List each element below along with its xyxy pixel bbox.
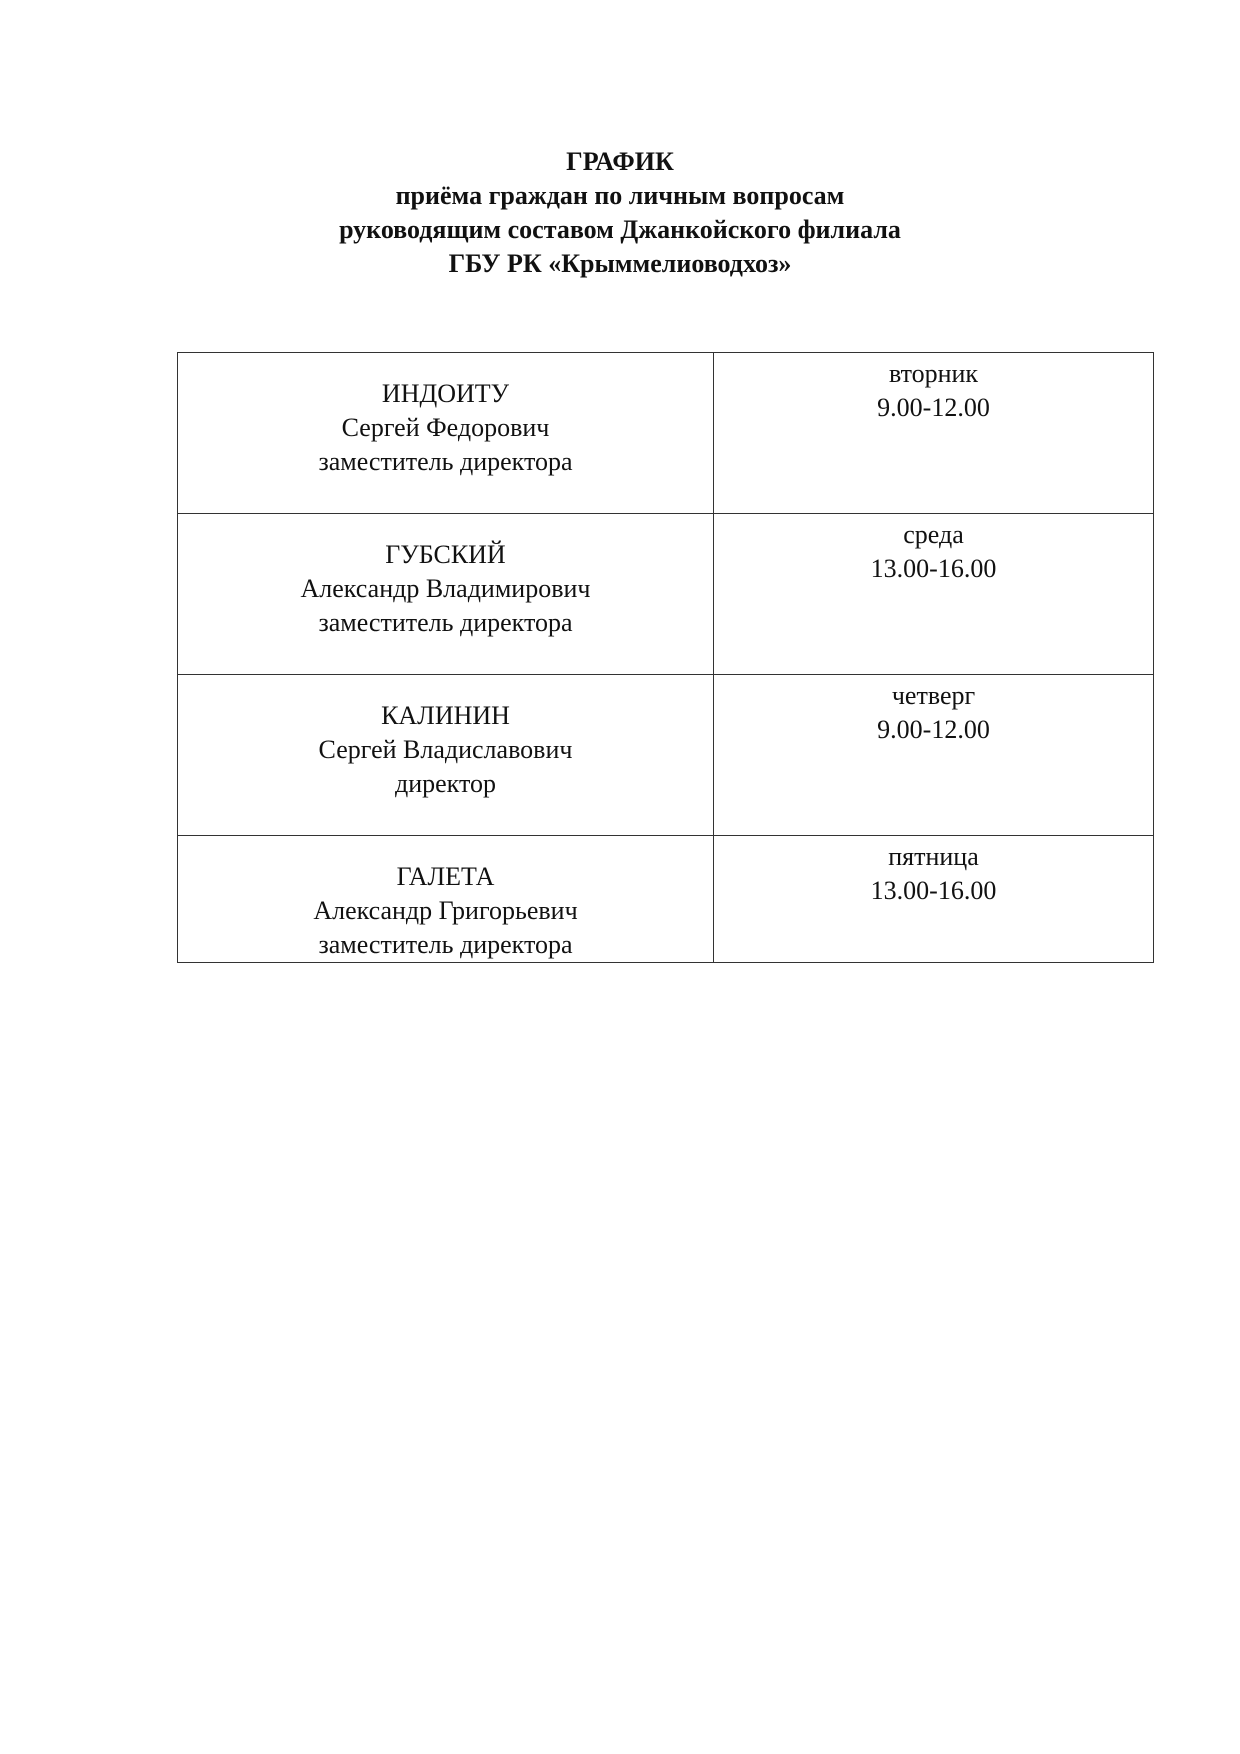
reception-time-cell <box>714 836 1154 963</box>
official-surname: КАЛИНИН <box>381 701 510 730</box>
table-row <box>178 514 1154 675</box>
official-name: Александр Владимирович <box>300 574 591 603</box>
table-row <box>178 353 1154 514</box>
table-row <box>178 675 1154 836</box>
reception-hours: 9.00-12.00 <box>877 715 990 744</box>
reception-hours: 13.00-16.00 <box>870 876 997 905</box>
reception-time-cell <box>714 675 1154 836</box>
official-cell <box>178 514 714 675</box>
official-position: заместитель директора <box>318 447 573 476</box>
reception-time-cell <box>714 514 1154 675</box>
official-cell <box>178 675 714 836</box>
reception-schedule-table <box>177 352 1154 963</box>
official-surname: ИНДОИТУ <box>381 379 510 408</box>
document-header <box>0 145 1240 281</box>
reception-day: среда <box>903 520 964 549</box>
header-title: ГРАФИК <box>566 147 674 176</box>
official-name: Сергей Федорович <box>341 413 550 442</box>
table-row <box>178 836 1154 963</box>
official-surname: ГАЛЕТА <box>396 862 495 891</box>
official-name: Сергей Владиславович <box>318 735 573 764</box>
reception-time-cell <box>714 353 1154 514</box>
reception-day: пятница <box>888 842 979 871</box>
header-subtitle-line1: приёма граждан по личным вопросам <box>395 181 845 210</box>
header-subtitle-line3: ГБУ РК «Крыммелиоводхоз» <box>448 249 792 278</box>
official-position: заместитель директора <box>318 930 573 959</box>
official-position: директор <box>395 769 496 798</box>
reception-hours: 9.00-12.00 <box>877 393 990 422</box>
header-subtitle-line2: руководящим составом Джанкойского филиала <box>339 215 901 244</box>
official-name: Александр Григорьевич <box>313 896 578 925</box>
official-position: заместитель директора <box>318 608 573 637</box>
reception-day: вторник <box>888 359 979 388</box>
official-cell <box>178 836 714 963</box>
reception-hours: 13.00-16.00 <box>870 554 997 583</box>
official-cell <box>178 353 714 514</box>
reception-day: четверг <box>891 681 976 710</box>
official-surname: ГУБСКИЙ <box>385 540 506 569</box>
